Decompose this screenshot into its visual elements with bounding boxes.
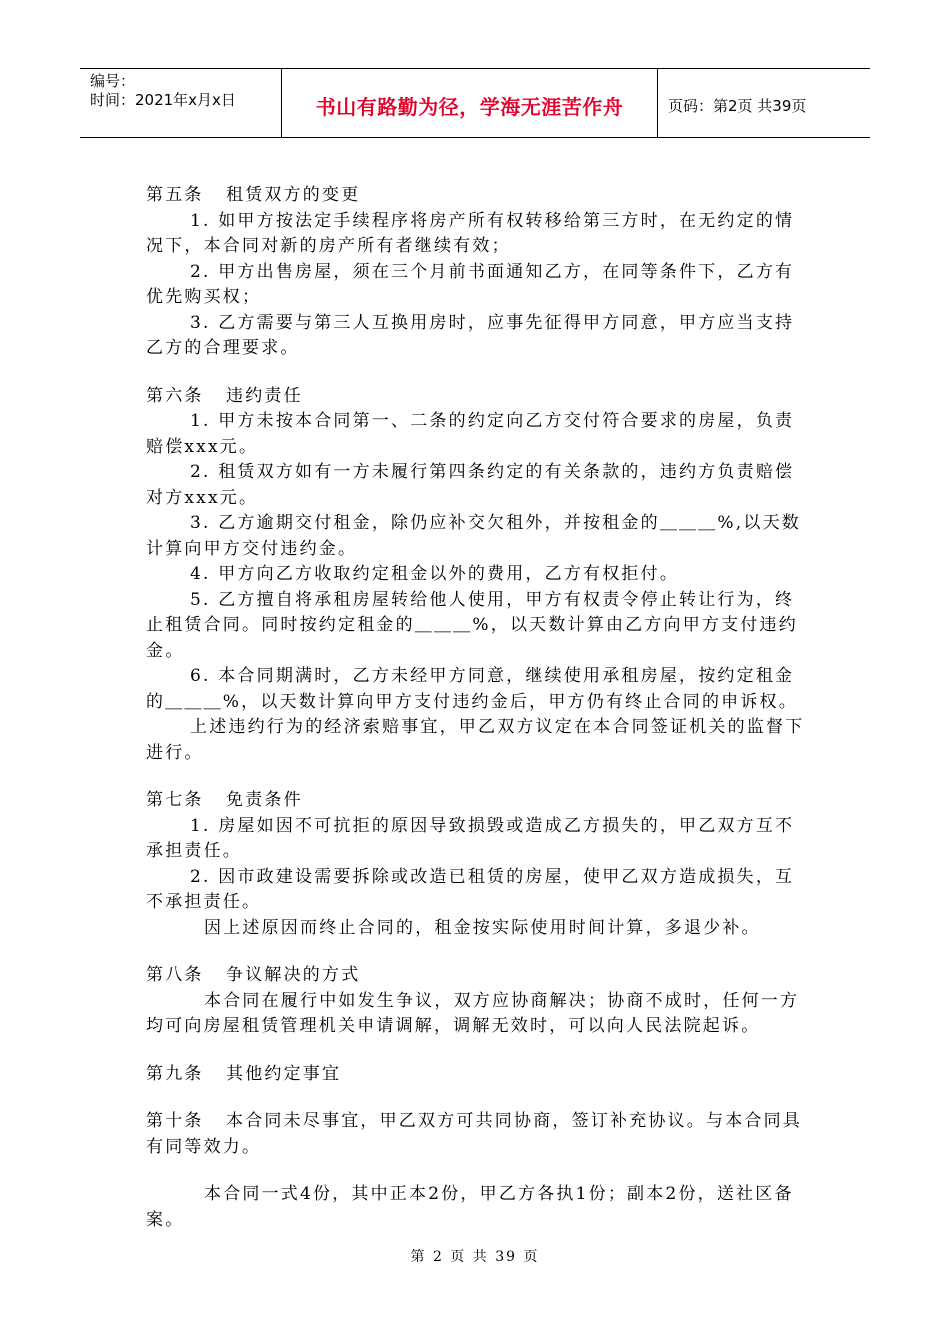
article-title: 其他约定事宜 bbox=[226, 1063, 342, 1084]
article-body: 本合同未尽事宜，甲乙双方可共同协商，签订补充协议。与本合同具有同等效力。 bbox=[146, 1111, 802, 1157]
header-page-info: 页码：第2页 共39页 bbox=[668, 97, 807, 115]
article-5-heading bbox=[146, 183, 806, 209]
article-number: 第九条 bbox=[146, 1063, 204, 1084]
article-8-heading bbox=[146, 963, 806, 989]
article-10-heading bbox=[146, 1109, 806, 1160]
header-motto: 书山有路勤为径，学海无涯苦作舟 bbox=[315, 95, 624, 119]
article-number: 第六条 bbox=[146, 385, 204, 406]
article-title: 争议解决的方式 bbox=[226, 965, 361, 985]
doc-number-label: 编号： bbox=[90, 72, 136, 90]
article-6-heading bbox=[146, 384, 806, 410]
closing-paragraph: 本合同一式4份，其中正本2份，甲乙方各执1份；副本2份，送社区备案。 bbox=[146, 1184, 794, 1230]
article-title: 免责条件 bbox=[226, 790, 303, 810]
article-number: 第十条 bbox=[146, 1111, 204, 1131]
article-title: 违约责任 bbox=[226, 385, 303, 406]
article-number: 第八条 bbox=[146, 965, 204, 985]
page-footer: 第 2 页 共 39 页 bbox=[410, 1249, 540, 1265]
article-title: 租赁双方的变更 bbox=[226, 185, 361, 205]
article-6-note: 上述违约行为的经济索赔事宜，甲乙双方议定在本合同签证机关的监督下进行。 bbox=[146, 717, 805, 763]
article-6-clause-6: 6. 本合同期满时，乙方未经甲方同意，继续使用承租房屋，按约定租金的＿＿＿%，以天数计算向甲方支付违约金后，甲方仍有终止合同的申诉权。 bbox=[146, 666, 798, 712]
article-7-clause-1: 1. 房屋如因不可抗拒的原因导致损毁或造成乙方损失的，甲乙双方互不承担责任。 bbox=[146, 815, 795, 861]
article-6-clause-1: 1. 甲方未按本合同第一、二条的约定向乙方交付符合要求的房屋，负责赔偿xxx元。 bbox=[146, 411, 795, 457]
article-number: 第五条 bbox=[146, 185, 204, 205]
article-number: 第七条 bbox=[146, 790, 204, 810]
article-6-clause-4: 4. 甲方向乙方收取约定租金以外的费用，乙方有权拒付。 bbox=[190, 564, 680, 584]
doc-time-label: 时间：2021年x月x日 bbox=[90, 91, 236, 109]
article-7-heading bbox=[146, 788, 806, 814]
article-6-clause-3: 3. 乙方逾期交付租金，除仍应补交欠租外，并按租金的＿＿＿%,以天数计算向甲方交付违约金。 bbox=[146, 513, 801, 559]
article-6-clause-2: 2. 租赁双方如有一方未履行第四条约定的有关条款的，违约方负责赔偿对方xxx元。 bbox=[146, 462, 795, 508]
article-7-clause-2: 2. 因市政建设需要拆除或改造已租赁的房屋，使甲乙双方造成损失，互不承担责任。 bbox=[146, 866, 795, 912]
article-5-clause-3: 3. 乙方需要与第三人互换用房时，应事先征得甲方同意，甲方应当支持乙方的合理要求。 bbox=[146, 312, 795, 358]
article-9-heading bbox=[146, 1062, 806, 1088]
contract-body bbox=[146, 183, 806, 1233]
article-8-body: 本合同在履行中如发生争议，双方应协商解决；协商不成时，任何一方均可向房屋租赁管理机关申请调解，调解无效时，可以向人民法院起诉。 bbox=[146, 990, 800, 1036]
page-header bbox=[80, 68, 870, 138]
article-5-clause-1: 1. 如甲方按法定手续程序将房产所有权转移给第三方时，在无约定的情况下，本合同对新的房产所有者继续有效； bbox=[146, 210, 795, 256]
header-page-cell bbox=[658, 69, 870, 137]
article-7-note: 因上述原因而终止合同的，租金按实际使用时间计算，多退少补。 bbox=[204, 917, 761, 938]
article-5-clause-2: 2. 甲方出售房屋，须在三个月前书面通知乙方，在同等条件下，乙方有优先购买权； bbox=[146, 261, 795, 307]
header-motto-cell bbox=[282, 69, 658, 137]
header-meta-cell bbox=[80, 69, 282, 137]
article-6-clause-5: 5. 乙方擅自将承租房屋转给他人使用，甲方有权责令停止转让行为，终止租赁合同。同时按约定租金的＿＿＿%，以天数计算由乙方向甲方支付违约金。 bbox=[146, 589, 798, 661]
